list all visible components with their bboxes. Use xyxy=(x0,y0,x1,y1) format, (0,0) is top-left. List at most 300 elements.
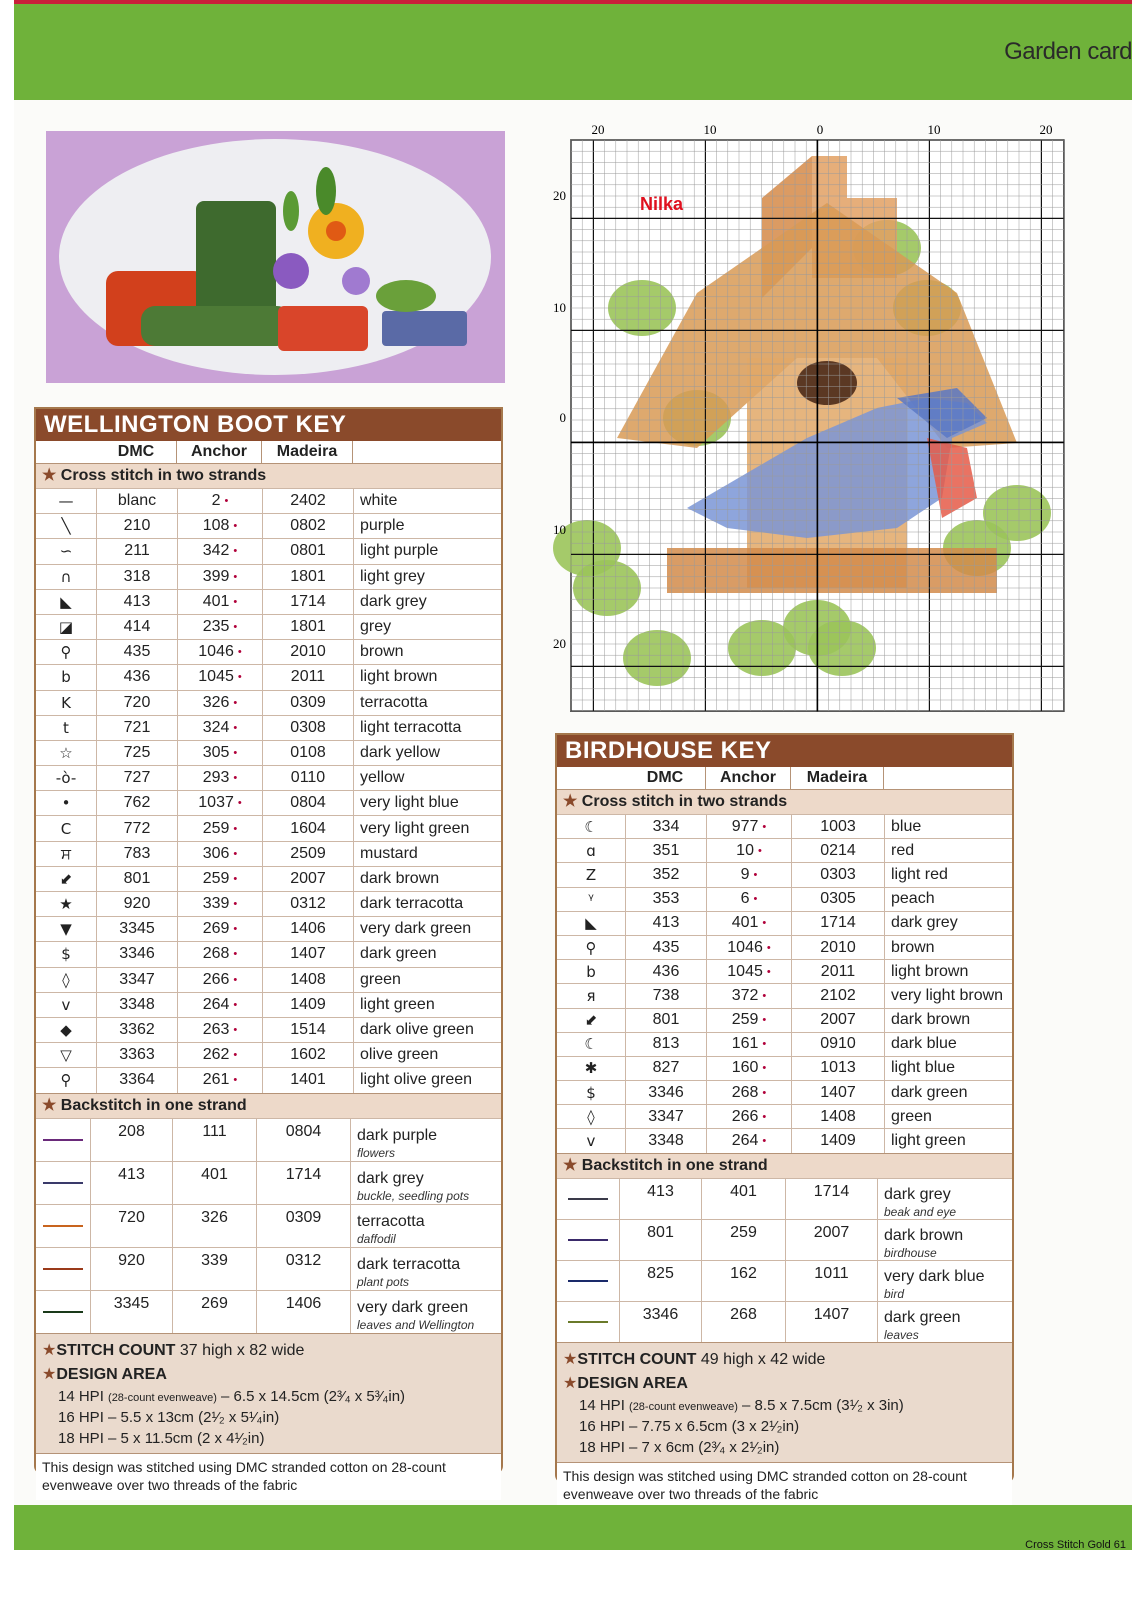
key-anchor xyxy=(178,489,263,513)
key-anchor: 401 xyxy=(173,1162,257,1204)
key-madeira: 1714 xyxy=(786,1179,878,1219)
key-anchor-text: 1045 xyxy=(198,668,234,686)
key-row xyxy=(36,690,501,715)
top-banner xyxy=(14,0,1132,100)
key-madeira xyxy=(263,968,354,992)
key-name-text: grey xyxy=(360,618,392,636)
backstitch-color-name: very dark green xyxy=(357,1299,469,1316)
backstitch-usage: beak and eye xyxy=(884,1205,957,1220)
key-madeira: 0804 xyxy=(257,1119,351,1161)
floss-dot: • xyxy=(233,948,238,961)
key-symbol xyxy=(36,615,97,639)
hpi-size: 5 x 11.5cm (2 x 4¹⁄₂in) xyxy=(120,1429,265,1447)
key-anchor xyxy=(707,1057,792,1080)
key-row xyxy=(557,1104,1012,1128)
key-madeira xyxy=(792,815,885,838)
key-symbol-text: v xyxy=(586,1132,596,1151)
key-anchor-text: 235 xyxy=(202,618,230,636)
backstitch-line-icon xyxy=(36,1205,91,1247)
wellington-note: This design was stitched using DMC stranded cotton on 28-count evenweave over two threads of the fabric xyxy=(36,1453,501,1500)
key-symbol-text: Z xyxy=(585,865,597,884)
key-anchor xyxy=(178,1043,263,1067)
key-anchor-text: 401 xyxy=(202,592,230,610)
chart-watermark: Nilka xyxy=(640,194,684,214)
floss-dot: • xyxy=(237,646,242,659)
key-anchor: 259 xyxy=(702,1220,786,1260)
birdhouse-cross-label: ★ Cross stitch in two strands xyxy=(557,789,1012,814)
key-name-text: brown xyxy=(360,643,404,661)
key-name xyxy=(354,816,501,840)
key-symbol xyxy=(557,1009,626,1032)
key-symbol-text: $ xyxy=(586,1083,596,1102)
key-symbol xyxy=(36,892,97,916)
key-name-text: very light green xyxy=(360,819,470,837)
backstitch-name xyxy=(878,1302,1012,1342)
backstitch-row xyxy=(36,1290,501,1333)
key-symbol xyxy=(36,766,97,790)
key-dmc-text: 211 xyxy=(124,542,150,560)
key-symbol xyxy=(557,936,626,959)
backstitch-usage: bird xyxy=(884,1287,905,1302)
key-madeira xyxy=(263,615,354,639)
key-anchor-text: 259 xyxy=(202,819,230,837)
backstitch-usage: daffodil xyxy=(357,1232,396,1246)
key-row xyxy=(36,1042,501,1067)
key-symbol-text: t xyxy=(63,718,69,737)
hpi-line xyxy=(42,1409,501,1426)
key-madeira-text: 1714 xyxy=(820,914,856,932)
key-row xyxy=(36,967,501,992)
floss-dot: • xyxy=(762,989,767,1002)
hpi-label: 14 HPI xyxy=(58,1387,104,1405)
key-madeira xyxy=(263,741,354,765)
key-name xyxy=(354,766,501,790)
key-madeira xyxy=(263,489,354,513)
key-madeira-text: 1801 xyxy=(290,618,326,636)
key-madeira-text: 0804 xyxy=(290,794,326,812)
key-name-text: red xyxy=(891,841,915,859)
key-anchor xyxy=(178,816,263,840)
key-dmc xyxy=(97,565,178,589)
key-anchor xyxy=(707,863,792,886)
key-madeira xyxy=(263,791,354,815)
design-area-label: DESIGN AREA xyxy=(56,1365,167,1383)
key-name xyxy=(885,888,1012,911)
key-anchor-text: 262 xyxy=(202,1046,230,1064)
key-madeira-text: 1408 xyxy=(290,970,326,988)
key-madeira-text: 0110 xyxy=(290,769,326,787)
floss-dot: • xyxy=(233,595,238,608)
col-madeira: Madeira xyxy=(262,441,353,463)
key-row xyxy=(36,589,501,614)
backstitch-row xyxy=(557,1260,1012,1301)
key-dmc-text: 3364 xyxy=(119,1071,155,1089)
key-symbol-text: ਸ xyxy=(61,844,71,863)
key-symbol-text: ∩ xyxy=(60,567,72,586)
hpi-fabric: (28-count evenweave) xyxy=(629,1400,738,1413)
key-anchor-text: 266 xyxy=(202,970,230,988)
backstitch-line-icon xyxy=(557,1302,620,1342)
key-row xyxy=(557,1008,1012,1032)
key-name-text: light brown xyxy=(360,668,438,686)
floss-dot: • xyxy=(233,998,238,1011)
key-dmc-text: 783 xyxy=(123,844,151,862)
key-madeira-text: 2509 xyxy=(290,844,326,862)
floss-dot: • xyxy=(233,1049,238,1062)
key-row xyxy=(36,740,501,765)
floss-dot: • xyxy=(233,570,238,583)
key-name xyxy=(354,842,501,866)
floss-dot: • xyxy=(224,495,229,508)
key-name-text: yellow xyxy=(360,769,405,787)
backstitch-line-icon xyxy=(36,1119,91,1161)
wellington-cross-rows xyxy=(36,488,501,1093)
key-dmc xyxy=(626,1057,707,1080)
floss-dot: • xyxy=(762,820,767,833)
key-anchor xyxy=(178,716,263,740)
key-madeira: 2007 xyxy=(786,1220,878,1260)
key-madeira-text: 1003 xyxy=(820,817,856,835)
key-anchor xyxy=(707,1081,792,1104)
backstitch-line-icon xyxy=(557,1261,620,1301)
key-anchor-text: 293 xyxy=(202,769,230,787)
key-symbol xyxy=(36,665,97,689)
key-madeira: 1406 xyxy=(257,1291,351,1333)
chart-top-label: 10 xyxy=(927,122,941,137)
birdhouse-key-title: BIRDHOUSE KEY xyxy=(557,735,1012,767)
key-symbol-text: ᵞ xyxy=(588,890,594,909)
key-dmc xyxy=(97,590,178,614)
key-row xyxy=(36,992,501,1017)
key-symbol xyxy=(557,984,626,1007)
key-madeira xyxy=(792,1033,885,1056)
stitch-count: 37 high x 82 wide xyxy=(179,1341,305,1359)
key-dmc-text: 3362 xyxy=(119,1021,155,1039)
backstitch-color-name: dark purple xyxy=(357,1127,438,1144)
key-dmc xyxy=(97,816,178,840)
key-dmc xyxy=(97,665,178,689)
floss-dot: • xyxy=(233,721,238,734)
key-madeira-text: 2102 xyxy=(820,986,856,1004)
key-name-text: dark grey xyxy=(360,592,427,610)
key-anchor-text: 401 xyxy=(731,914,759,932)
floss-dot: • xyxy=(762,917,767,930)
floss-dot: • xyxy=(766,941,771,954)
key-madeira xyxy=(263,1018,354,1042)
key-name xyxy=(885,984,1012,1007)
key-madeira-text: 1604 xyxy=(290,819,326,837)
key-row xyxy=(36,1067,501,1092)
key-row xyxy=(36,765,501,790)
wellington-back-rows xyxy=(36,1118,501,1333)
key-name-text: purple xyxy=(360,517,405,535)
floss-dot: • xyxy=(237,797,242,810)
key-madeira xyxy=(792,1081,885,1104)
key-madeira-text: 0802 xyxy=(290,517,326,535)
key-dmc-text: 414 xyxy=(123,618,151,636)
key-name xyxy=(885,1009,1012,1032)
key-madeira-text: 1406 xyxy=(290,920,326,938)
key-symbol-text: ⚲ xyxy=(585,938,597,957)
key-dmc-text: 725 xyxy=(123,743,151,761)
floss-dot: • xyxy=(233,1074,238,1087)
chart-top-label: 10 xyxy=(703,122,717,137)
key-name-text: light olive green xyxy=(360,1071,473,1089)
key-name-text: light grey xyxy=(360,567,425,585)
hpi-line xyxy=(563,1397,1012,1414)
key-symbol xyxy=(36,565,97,589)
key-name xyxy=(885,936,1012,959)
key-madeira xyxy=(792,984,885,1007)
key-symbol xyxy=(557,863,626,886)
key-anchor-text: 266 xyxy=(731,1107,759,1125)
hpi-label: 14 HPI xyxy=(579,1396,625,1414)
key-anchor xyxy=(707,839,792,862)
key-name xyxy=(885,1033,1012,1056)
key-dmc xyxy=(97,842,178,866)
key-symbol-text: ◪ xyxy=(58,618,74,637)
key-symbol-text: ▼ xyxy=(60,920,72,939)
key-dmc xyxy=(626,912,707,935)
wellington-key-header xyxy=(36,441,501,463)
birdhouse-cross-rows xyxy=(557,814,1012,1153)
key-anchor xyxy=(178,640,263,664)
backstitch-row xyxy=(557,1178,1012,1219)
key-madeira-text: 0801 xyxy=(290,542,326,560)
key-madeira xyxy=(263,640,354,664)
key-symbol xyxy=(36,993,97,1017)
key-madeira-text: 2007 xyxy=(290,869,326,887)
key-dmc xyxy=(97,514,178,538)
key-symbol-text: ◣ xyxy=(60,592,72,611)
floss-dot: • xyxy=(233,822,238,835)
key-symbol-text: b xyxy=(586,962,596,981)
chart-left-label: 10 xyxy=(553,300,566,315)
key-madeira-text: 2402 xyxy=(290,492,326,510)
birdhouse-summary: ★STITCH COUNT 49 high x 42 wide ★DESIGN AREA 14 HPI (28-count evenweave) – 8.5 x 7.5cm (3¹⁄₂ x 3in) 16 HPI – 7.75 x 6.5cm (3 x 2¹⁄₂in) 18 HPI – 7 x 6cm (2³⁄₄ x 2¹⁄₂in) xyxy=(557,1342,1012,1462)
key-symbol-text: ∽ xyxy=(59,542,73,561)
key-symbol-text: ɑ xyxy=(586,841,596,860)
key-anchor-text: 264 xyxy=(202,995,230,1013)
key-anchor xyxy=(178,867,263,891)
backstitch-row xyxy=(36,1161,501,1204)
key-dmc: 208 xyxy=(91,1119,173,1161)
key-row xyxy=(36,664,501,689)
hpi-fabric: (28-count evenweave) xyxy=(108,1391,217,1404)
key-name xyxy=(885,1081,1012,1104)
key-madeira-text: 1408 xyxy=(820,1107,856,1125)
key-name-text: blue xyxy=(891,817,922,835)
key-symbol-text: ☆ xyxy=(59,743,73,762)
key-symbol-text: ☾ xyxy=(584,817,598,836)
key-dmc-text: 435 xyxy=(123,643,151,661)
key-anchor xyxy=(707,1033,792,1056)
key-anchor xyxy=(707,1129,792,1152)
key-name xyxy=(885,1057,1012,1080)
key-anchor-text: 399 xyxy=(202,567,230,585)
key-name-text: light brown xyxy=(891,962,969,980)
birdhouse-note: This design was stitched using DMC stranded cotton on 28-count evenweave over two threads of the fabric xyxy=(557,1462,1012,1509)
key-madeira xyxy=(263,539,354,563)
key-name-text: very light brown xyxy=(891,986,1004,1004)
key-madeira-text: 1407 xyxy=(290,945,326,963)
key-anchor-text: 1046 xyxy=(727,938,763,956)
key-dmc xyxy=(97,1043,178,1067)
key-row xyxy=(557,911,1012,935)
key-symbol xyxy=(36,489,97,513)
key-madeira xyxy=(263,1068,354,1092)
key-dmc-text: 318 xyxy=(123,567,151,585)
hpi-label: 18 HPI – xyxy=(58,1429,117,1447)
key-dmc-text: 351 xyxy=(652,841,680,859)
key-madeira xyxy=(263,1043,354,1067)
key-dmc: 720 xyxy=(91,1205,173,1247)
key-row xyxy=(36,488,501,513)
key-row xyxy=(557,838,1012,862)
key-symbol-text: ☾ xyxy=(584,1035,598,1054)
key-madeira-text: 0305 xyxy=(820,890,856,908)
chart-top-label: 0 xyxy=(816,122,824,137)
key-symbol xyxy=(36,640,97,664)
chart-left-label: 10 xyxy=(553,522,566,537)
key-name-text: dark grey xyxy=(891,914,958,932)
key-row xyxy=(36,790,501,815)
key-madeira xyxy=(792,863,885,886)
key-anchor-text: 9 xyxy=(740,865,750,883)
key-symbol-text: ✱ xyxy=(584,1059,598,1078)
hpi-label: 16 HPI – xyxy=(58,1408,117,1426)
key-anchor-text: 977 xyxy=(731,817,759,835)
key-madeira-text: 0309 xyxy=(290,693,326,711)
key-dmc xyxy=(626,936,707,959)
key-anchor xyxy=(178,1018,263,1042)
key-symbol xyxy=(36,539,97,563)
key-dmc: 3346 xyxy=(620,1302,702,1342)
key-madeira xyxy=(263,691,354,715)
key-madeira-text: 0108 xyxy=(290,743,326,761)
key-anchor-text: 264 xyxy=(731,1132,759,1150)
key-dmc xyxy=(97,489,178,513)
key-anchor xyxy=(178,917,263,941)
key-symbol xyxy=(36,942,97,966)
key-madeira-text: 2011 xyxy=(820,962,856,980)
key-symbol xyxy=(557,1129,626,1152)
key-anchor-text: 261 xyxy=(202,1071,230,1089)
key-symbol xyxy=(36,741,97,765)
floss-dot: • xyxy=(762,1062,767,1075)
key-dmc xyxy=(97,917,178,941)
key-symbol-text: — xyxy=(58,492,74,511)
floss-dot: • xyxy=(753,868,758,881)
key-anchor-text: 160 xyxy=(731,1059,759,1077)
key-name-text: mustard xyxy=(360,844,418,862)
key-row xyxy=(557,887,1012,911)
key-madeira xyxy=(792,839,885,862)
key-row xyxy=(36,564,501,589)
key-dmc xyxy=(626,839,707,862)
key-name xyxy=(354,489,501,513)
key-symbol-text: v xyxy=(61,995,71,1014)
key-anchor: 339 xyxy=(173,1248,257,1290)
key-symbol-text: ★ xyxy=(59,895,73,914)
key-symbol xyxy=(36,791,97,815)
key-dmc-text: 827 xyxy=(652,1059,680,1077)
backstitch-usage: buckle, seedling pots xyxy=(357,1189,470,1203)
key-symbol xyxy=(36,716,97,740)
key-dmc: 825 xyxy=(620,1261,702,1301)
key-name-text: dark olive green xyxy=(360,1021,474,1039)
backstitch-row xyxy=(36,1118,501,1161)
key-symbol xyxy=(557,912,626,935)
backstitch-row xyxy=(557,1219,1012,1260)
floss-dot: • xyxy=(762,1135,767,1148)
key-symbol-text: ╲ xyxy=(61,517,71,536)
wellington-key xyxy=(34,407,503,1493)
key-anchor: 162 xyxy=(702,1261,786,1301)
key-madeira-text: 2011 xyxy=(290,668,326,686)
key-name xyxy=(885,912,1012,935)
key-symbol-text: • xyxy=(61,794,71,813)
key-symbol xyxy=(557,960,626,983)
backstitch-name xyxy=(351,1291,501,1333)
floss-dot: • xyxy=(233,847,238,860)
chart-left-label: 20 xyxy=(553,636,566,651)
col-dmc: DMC xyxy=(625,767,706,789)
key-anchor xyxy=(707,1105,792,1128)
key-anchor-text: 108 xyxy=(202,517,230,535)
key-dmc xyxy=(97,1068,178,1092)
key-anchor-text: 269 xyxy=(202,920,230,938)
key-dmc xyxy=(626,1009,707,1032)
key-dmc: 413 xyxy=(91,1162,173,1204)
key-anchor-text: 259 xyxy=(202,869,230,887)
floss-dot: • xyxy=(233,973,238,986)
key-dmc xyxy=(97,691,178,715)
key-anchor-text: 263 xyxy=(202,1021,230,1039)
key-madeira-text: 0303 xyxy=(820,865,856,883)
backstitch-color-name: dark grey xyxy=(357,1170,424,1187)
key-dmc-text: 352 xyxy=(652,865,680,883)
floss-dot: • xyxy=(762,1086,767,1099)
wellington-back-label: ★ Backstitch in one strand xyxy=(36,1093,501,1118)
key-name-text: dark green xyxy=(891,1083,968,1101)
key-name-text: green xyxy=(360,970,401,988)
key-symbol xyxy=(557,1057,626,1080)
key-madeira xyxy=(792,1129,885,1152)
key-name xyxy=(354,640,501,664)
key-anchor xyxy=(707,888,792,911)
backstitch-color-name: very dark blue xyxy=(884,1268,985,1286)
key-dmc xyxy=(626,815,707,838)
key-row xyxy=(557,1128,1012,1152)
backstitch-row xyxy=(36,1204,501,1247)
key-row xyxy=(557,1056,1012,1080)
key-dmc-text: 3346 xyxy=(648,1083,684,1101)
key-name xyxy=(354,615,501,639)
key-symbol xyxy=(36,842,97,866)
key-madeira-text: 1409 xyxy=(820,1132,856,1150)
key-dmc-text: 720 xyxy=(123,693,151,711)
key-anchor-text: 268 xyxy=(731,1083,759,1101)
backstitch-usage: leaves xyxy=(884,1328,919,1343)
key-row xyxy=(557,1080,1012,1104)
key-name-text: white xyxy=(360,492,398,510)
key-name-text: dark terracotta xyxy=(360,895,464,913)
key-anchor xyxy=(178,590,263,614)
stitch-count-label: STITCH COUNT xyxy=(577,1350,697,1368)
key-name xyxy=(354,665,501,689)
hpi-size: 7.75 x 6.5cm (3 x 2¹⁄₂in) xyxy=(641,1417,800,1435)
